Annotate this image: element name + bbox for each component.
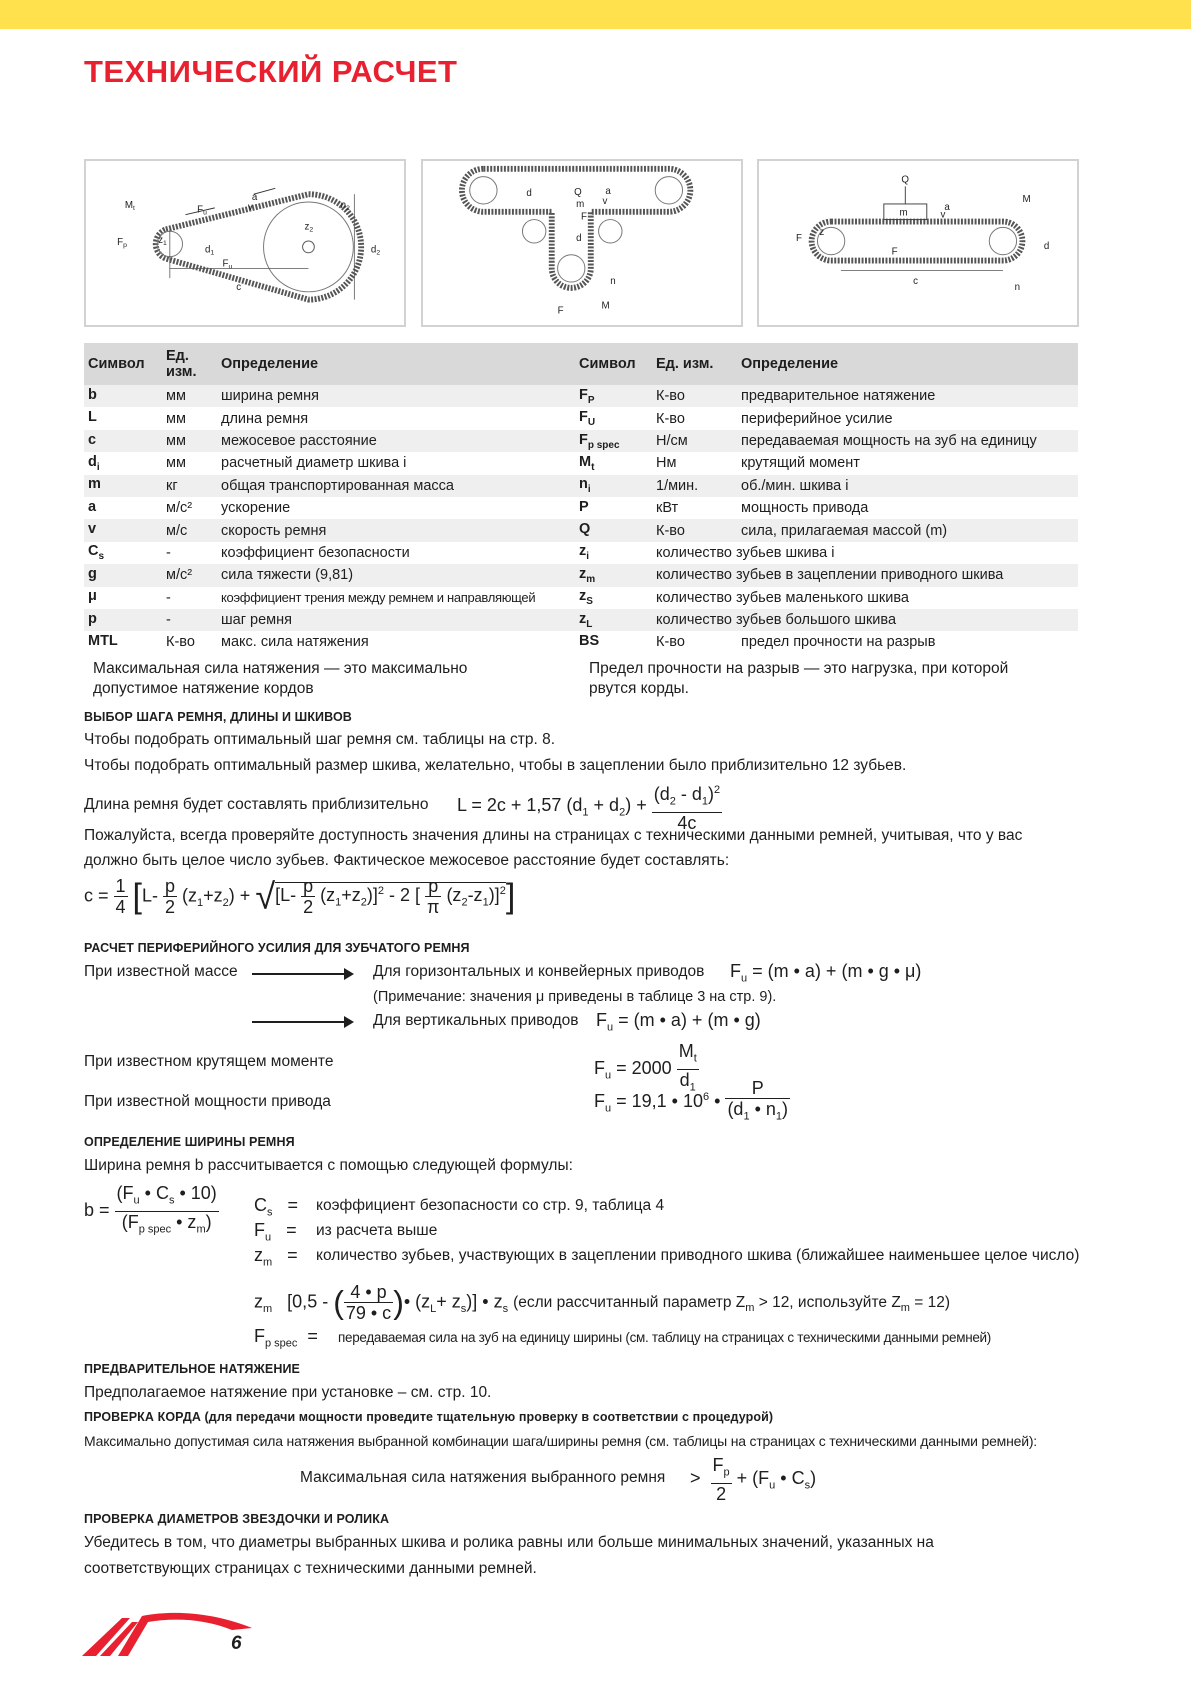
top-accent-bar: [0, 0, 1191, 29]
paragraph: Ширина ремня b рассчитывается с помощью следующей формулы:: [84, 1157, 573, 1174]
diagram-label: a: [605, 186, 611, 198]
table-row: $C_s$ - коэффициент безопасности $z_i$ количество зубьев шкива i: [84, 542, 1078, 564]
diagram-label: m: [899, 207, 908, 219]
paragraph: Длина ремня будет составлять приблизительно: [84, 796, 429, 813]
diagram-t-shape-drive: [421, 159, 743, 327]
table-row: μ - коэффициент трения между ремнем и направляющей $z_S$ количество зубьев маленького шкива: [84, 587, 1078, 609]
paragraph: количество зубьев, участвующих в зацеплении приводного шкива (ближайшее наименьшее целое число): [316, 1247, 1080, 1264]
table-row: b мм ширина ремня $F_P$ К-во предварительное натяжение: [84, 385, 1078, 407]
arrow-icon: [252, 1021, 352, 1023]
zm-formula: $z_m$ [0,5 - ( $\frac{4 • p}{79 • c}$ )• $(z_L+ z_s)$] • $z_s$ (если рассчитанный параметр $Z_m > 12$, используйте $Z_m = 12$): [254, 1282, 951, 1323]
diagram-label: m: [576, 198, 585, 210]
diagram-label: d: [526, 188, 532, 200]
table-row: c мм межосевое расстояние $F_{p spec}$ Н/см передаваемая мощность на зуб на единицу: [84, 430, 1078, 452]
header-unit: Ед. изм.: [652, 343, 737, 385]
diagram-label: d: [1043, 240, 1050, 252]
paragraph: Максимальная сила натяжения выбранного ремня: [300, 1469, 666, 1486]
diagram-label: v: [247, 201, 253, 213]
diagram-two-pulley-drive: [84, 159, 406, 327]
paragraph: При известной мощности привода: [84, 1093, 331, 1110]
diagram-label: Q: [574, 187, 582, 199]
var-cs: $C_s$ =: [254, 1195, 299, 1219]
diagram-label: n: [610, 276, 616, 287]
diagram-label: $M_t$: [124, 199, 135, 212]
paragraph: Чтобы подобрать оптимальный размер шкива, желательно, чтобы в зацеплении было приблизительно 12 зубьев.: [84, 757, 907, 774]
paragraph: из расчета выше: [316, 1222, 438, 1239]
paragraph: должно быть целое число зубьев. Фактическое межосевое расстояние будет составлять:: [84, 852, 730, 869]
note-mtl: допустимое натяжение кордов: [93, 680, 314, 697]
diagram-label: F: [581, 211, 587, 223]
diagram-label: $F_u$: [197, 204, 207, 217]
paragraph: При известной массе: [84, 963, 238, 980]
diagram-label: v: [940, 209, 946, 221]
fu-horizontal-formula: $F_u = (m$ • a) + (m • g • μ): [730, 961, 922, 985]
table-row: L мм длина ремня $F_U$ К-во периферийное усилие: [84, 407, 1078, 429]
section-heading: ОПРЕДЕЛЕНИЕ ШИРИНЫ РЕМНЯ: [84, 1135, 295, 1149]
table-row: MTL К-во макс. сила натяжения BS К-во предел прочности на разрыв: [84, 631, 1078, 653]
note-mtl: Максимальная сила натяжения — это максимально: [93, 660, 468, 677]
diagram-label: d: [576, 233, 582, 245]
header-definition: Определение: [737, 343, 1078, 385]
diagram-label: M: [601, 300, 610, 312]
diagram-label: v: [602, 195, 608, 207]
section-heading: ВЫБОР ШАГА РЕМНЯ, ДЛИНЫ И ШКИВОВ: [84, 710, 352, 724]
header-symbol: Символ: [84, 343, 162, 385]
table-row: g м/с² сила тяжести (9,81) $z_m$ количество зубьев в зацеплении приводного шкива: [84, 564, 1078, 586]
paragraph: Для горизонтальных и конвейерных приводов: [373, 963, 705, 980]
section-heading: ПРОВЕРКА КОРДА (для передачи мощности проведите тщательную проверку в соответствии с процедурой): [84, 1410, 774, 1424]
diagram-label: F: [795, 233, 802, 245]
diagram-label: $F_p$: [117, 236, 127, 249]
var-fu: $F_u$ =: [254, 1220, 297, 1244]
diagram-conveyor-drive: [757, 159, 1079, 327]
diagram-label: a: [944, 201, 950, 213]
section-heading: ПРЕДВАРИТЕЛЬНОЕ НАТЯЖЕНИЕ: [84, 1362, 300, 1376]
diagram-label: a: [251, 192, 258, 204]
header-definition: Определение: [217, 343, 575, 385]
diagram-label: $n_2$: [340, 199, 350, 212]
paragraph: При известном крутящем моменте: [84, 1053, 334, 1070]
var-zm: $z_m$ =: [254, 1245, 298, 1269]
paragraph: соответствующих страницах с техническими данными ремней.: [84, 1560, 537, 1577]
diagram-label: $d_1$: [204, 244, 215, 257]
diagram-label: c: [236, 281, 242, 293]
belt-width-formula: b = $\frac{(F_u • C_s • 10)}{(F_{p spec} • z_m)}$: [84, 1183, 217, 1236]
paragraph: Чтобы подобрать оптимальный шаг ремня см. таблицы на стр. 8.: [84, 731, 556, 748]
paragraph: Для вертикальных приводов: [373, 1012, 579, 1029]
section-heading: ПРОВЕРКА ДИАМЕТРОВ ЗВЕЗДОЧКИ И РОЛИКА: [84, 1512, 390, 1526]
diagram-label: Q: [901, 174, 909, 186]
diagram-label: n: [1014, 281, 1021, 293]
table-row: p - шаг ремня $z_L$ количество зубьев большого шкива: [84, 609, 1078, 631]
table-row: a м/с² ускорение P кВт мощность привода: [84, 497, 1078, 519]
diagram-label: M: [1022, 194, 1031, 205]
center-distance-formula: c = $\frac{1}{4}$ [L- $\frac{p}{2}$ $(z_1+z_2) + √[L-$ $\frac{p}{2}$ $(z_1+z_2)]^2 - 2$ [ $\frac{p}{\pi}$ $(z_2-z_1)]^2$]: [84, 875, 516, 917]
header-symbol: Символ: [575, 343, 652, 385]
paragraph: Пожалуйста, всегда проверяйте доступность значения длины на страницах с техническими данными ремней, учитывая, что у вас: [84, 827, 1023, 844]
table-header-row: [84, 343, 1078, 385]
page-number: 6: [231, 1633, 242, 1654]
note-bs: Предел прочности на разрыв — это нагрузка, при которой: [589, 660, 1009, 677]
diagram-label: c: [913, 276, 918, 287]
paragraph: (Примечание: значения μ приведены в таблице 3 на стр. 9).: [373, 989, 777, 1005]
paragraph: Максимально допустимая сила натяжения выбранной комбинации шага/ширины ремня (см. таблицы на страницах с техническими данными ремней):: [84, 1433, 1037, 1449]
cord-check-formula: > $\frac{F_p}{2}$ + ($F_u$ • $C_s$): [690, 1455, 817, 1504]
diagram-label: F: [557, 305, 564, 317]
paragraph: Убедитесь в том, что диаметры выбранных шкива и ролика равны или больше минимальных значений, указанных на: [84, 1534, 934, 1551]
section-heading: РАСЧЕТ ПЕРИФЕРИЙНОГО УСИЛИЯ ДЛЯ ЗУБЧАТОГО РЕМНЯ: [84, 941, 470, 955]
diagram-label: $z_2$: [304, 221, 314, 234]
diagram-label: z: [819, 227, 825, 239]
table-row: v м/с скорость ремня Q К-во сила, прилагаемая массой (m): [84, 519, 1078, 541]
arrow-icon: [252, 973, 352, 975]
var-fp-spec: $F_{p spec}$ =: [254, 1326, 318, 1350]
header-unit: Ед. изм.: [162, 343, 217, 385]
diagram-label: $z_1$: [158, 235, 167, 247]
diagram-label: $F_u$: [222, 258, 233, 271]
fu-vertical-formula: $F_u = (m$ • a) + (m • g): [596, 1010, 761, 1034]
paragraph: Предполагаемое натяжение при установке – см. стр. 10.: [84, 1384, 492, 1401]
table-row: m кг общая транспортированная масса $n_i$ 1/мин. об./мин. шкива i: [84, 475, 1078, 497]
belt-length-formula: L = 2c + 1,57 $(d_1 + d_2)$ + $\frac{(d_2 - d_1)^2}{4c}$: [457, 780, 722, 833]
diagram-label: F: [891, 246, 898, 258]
diagram-label: $d_2$: [370, 244, 381, 257]
paragraph: коэффициент безопасности со стр. 9, таблица 4: [316, 1197, 665, 1214]
fu-power-formula: $F_u = 19,1$ • $10^6$ • $\frac{P}{(d_1 • n_1)}$: [594, 1078, 789, 1123]
page-title: ТЕХНИЧЕСКИЙ РАСЧЕТ: [84, 54, 458, 89]
symbols-table: [84, 343, 1078, 654]
note-bs: рвутся корды.: [589, 680, 689, 697]
table-row: $d_i$ мм расчетный диаметр шкива i $M_t$ Нм крутящий момент: [84, 452, 1078, 474]
fu-torque-formula: $F_u = 2000$ $\frac{M_t}{d_1}$: [594, 1041, 697, 1094]
paragraph: передаваемая сила на зуб на единицу ширины (см. таблицу на страницах с техническими данными ремней): [338, 1330, 991, 1345]
